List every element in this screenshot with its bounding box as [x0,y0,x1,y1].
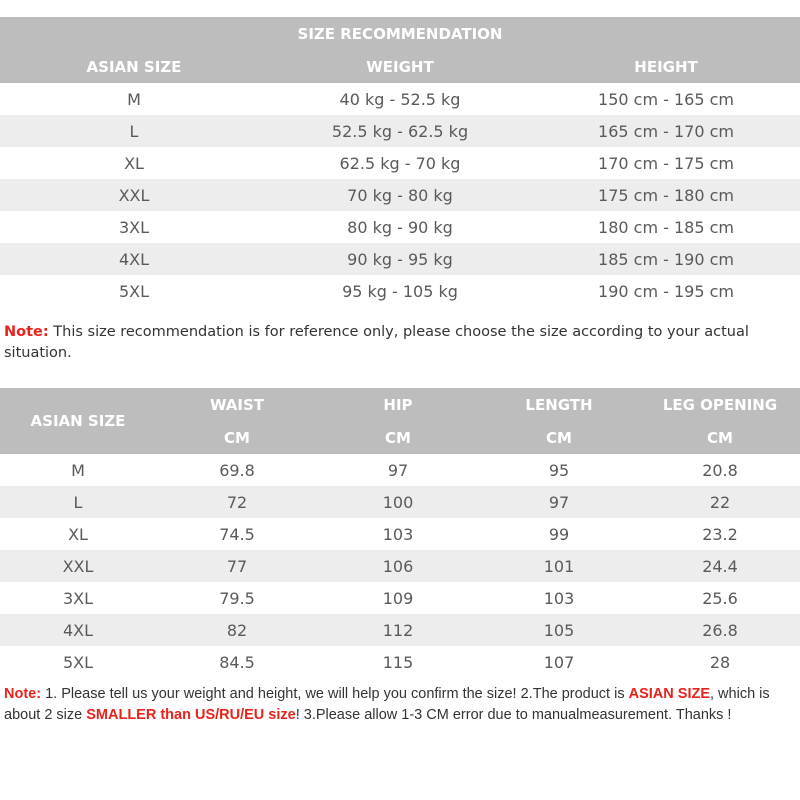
size-cell: L [0,486,156,518]
unit-label: CM [707,428,733,447]
waist-cell: 74.5 [219,524,255,544]
note-label: Note: [4,686,42,702]
table-row [0,550,800,582]
hip-cell: 100 [318,486,478,518]
length-cell: 105 [478,614,640,646]
length-cell: 107 [543,652,575,672]
note-text-part1: 1. Please tell us your weight and height, we will help you confirm the size! 2.The product is [41,686,629,702]
size-cell: XL [68,524,88,544]
weight-cell: 90 kg - 95 kg [268,243,532,275]
table-row [0,211,800,243]
measurement-note [4,684,796,726]
waist-cell: 77 [156,550,318,582]
size-cell: 4XL [0,243,268,275]
leg-opening-cell: 28 [709,652,731,672]
length-cell: 101 [478,550,640,582]
length-cell: 95 [548,460,570,480]
note-label: Note: [4,324,49,340]
weight-cell: 40 kg - 52.5 kg [339,89,461,109]
height-cell: 180 cm - 185 cm [598,217,734,237]
hip-cell: 106 [318,550,478,582]
table2-header-leg-opening: LEG OPENING [662,395,778,414]
leg-opening-cell: 20.8 [702,460,738,480]
size-cell: XXL [0,550,156,582]
size-cell: M [71,460,85,480]
size-cell: 3XL [62,588,94,608]
hip-cell: 115 [382,652,414,672]
size-cell: M [127,89,141,109]
note-text-part2: , which is about 2 size [4,686,770,723]
asian-size-highlight: ASIAN SIZE [628,686,710,702]
height-cell: 185 cm - 190 cm [532,243,800,275]
table-row [0,486,800,518]
table-row [0,614,800,646]
table2-header-hip: HIP [383,395,413,414]
table-row [0,243,800,275]
table2-header-length: LENGTH [525,395,593,414]
hip-cell: 97 [387,460,409,480]
leg-opening-cell: 25.6 [702,588,738,608]
table-row [0,179,800,211]
leg-opening-cell: 23.2 [702,524,738,544]
size-recommendation-table [0,17,800,307]
table-row [0,582,800,614]
hip-cell: 109 [382,588,414,608]
unit-label: CM [546,428,572,447]
waist-cell: 69.8 [219,460,255,480]
table1-header-weight: WEIGHT [366,57,434,76]
size-cell: XL [124,153,144,173]
size-cell: 3XL [118,217,150,237]
table-row [0,275,800,307]
leg-opening-cell: 26.8 [640,614,800,646]
table1-title: SIZE RECOMMENDATION [297,24,503,43]
size-cell: 4XL [0,614,156,646]
height-cell: 175 cm - 180 cm [532,179,800,211]
table2-header-size: ASIAN SIZE [30,412,126,430]
note-text: This size recommendation is for reference only, please choose the size according to your actual situation. [4,324,749,361]
size-cell: L [0,115,268,147]
waist-cell: 84.5 [219,652,255,672]
height-cell: 165 cm - 170 cm [532,115,800,147]
length-cell: 97 [478,486,640,518]
length-cell: 99 [548,524,570,544]
weight-cell: 95 kg - 105 kg [342,281,458,301]
hip-cell: 112 [318,614,478,646]
weight-cell: 70 kg - 80 kg [268,179,532,211]
size-note [4,322,796,364]
weight-cell: 52.5 kg - 62.5 kg [268,115,532,147]
table-row [0,454,800,486]
size-cell: 5XL [62,652,94,672]
unit-label: CM [385,428,411,447]
note-text-part3: ! 3.Please allow 1-3 CM error due to manualmeasurement. Thanks ! [295,707,732,723]
weight-cell: 62.5 kg - 70 kg [339,153,461,173]
waist-cell: 79.5 [219,588,255,608]
table2-header-waist: WAIST [209,395,265,414]
waist-cell: 82 [156,614,318,646]
table1-header-height: HEIGHT [634,57,698,76]
table-row [0,518,800,550]
table-row [0,83,800,115]
height-cell: 190 cm - 195 cm [598,281,734,301]
height-cell: 150 cm - 165 cm [598,89,734,109]
measurement-table [0,388,800,678]
hip-cell: 103 [382,524,414,544]
unit-label: CM [224,428,250,447]
size-cell: XXL [0,179,268,211]
waist-cell: 72 [156,486,318,518]
size-cell: 5XL [118,281,150,301]
table1-header-size: ASIAN SIZE [86,57,182,76]
leg-opening-cell: 22 [640,486,800,518]
length-cell: 103 [543,588,575,608]
table-row [0,115,800,147]
smaller-size-highlight: SMALLER than US/RU/EU size [86,707,296,723]
leg-opening-cell: 24.4 [640,550,800,582]
height-cell: 170 cm - 175 cm [598,153,734,173]
weight-cell: 80 kg - 90 kg [347,217,453,237]
table-row [0,147,800,179]
table-row [0,646,800,678]
